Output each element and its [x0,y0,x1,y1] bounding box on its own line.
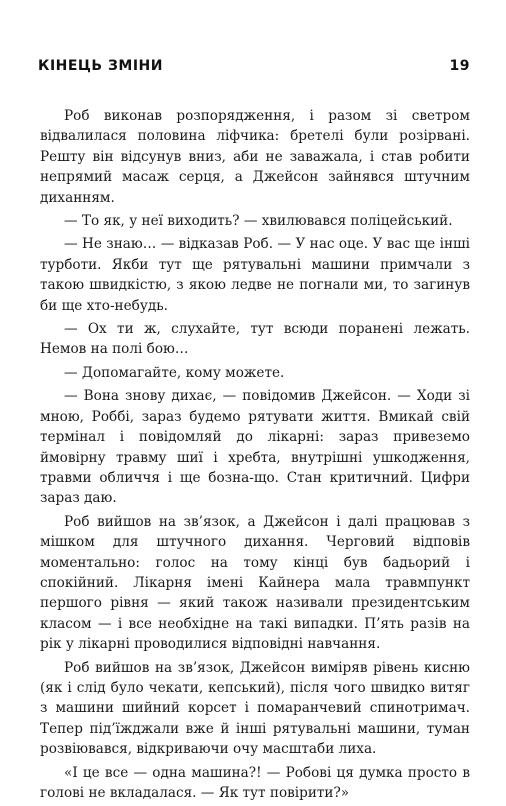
body-text [40,106,470,806]
page-number: 19 [449,58,470,74]
paragraph: Роб виконав розпорядження, і разом зі светром відвалилася половина ліфчика: бретелі були розірвані. Решту він відсунув вниз, аби не заважала, і став робити непрямий масаж серця, а Джейсон зайнявся штучним диханням. [40,108,470,206]
dialogue-line: — Ох ти ж, слухайте, тут всюди поранені лежать. Немов на полі бою… [40,321,470,358]
paragraph: «І це все — одна машина?! — Робові ця думка просто в голові не вкладалася. — Як тут повірити?» [40,764,470,801]
dialogue-line: — Не знаю… — відказав Роб. — У нас оце. У вас ще інші турботи. Якби тут ще рятувальні машини примчали з такою швидкістю, з якою ледве не погнали ми, то загинув би ще хто-небудь. [40,236,470,314]
running-header [38,58,470,74]
dialogue-line: — Допомагайте, кому можете. [64,364,285,381]
paragraph: Роб вийшов на зв’язок, а Джейсон і далі працював з мішком для штучного дихання. Черговий відповів моментально: голос на тому кінці був бадьорий і спокійний. Лікарня імені Кайнера мала травмпункт першого рівня — який також називали президентським класом — і все необхідне на такі випадки. П’ять разів на рік у лікарні проводилися відповідні навчання. [40,513,470,653]
running-title: КІНЕЦЬ ЗМІНИ [38,58,163,74]
dialogue-line: — Вона знову дихає, — повідомив Джейсон. — Ходи зі мною, Роббі, зараз будемо рятувати життя. Вмикай свій термінал і повідомляй до лікарні: зараз привеземо ймовірну травму шиї і хребта, внутрішні ушкодження, травми обличчя і ще бозна-що. Стан критичний. Цифри зараз даю. [40,388,470,507]
dialogue-line: — То як, у неї виходить? — хвилювався поліцейський. [64,213,453,230]
paragraph: Роб вийшов на зв’язок, Джейсон виміряв рівень кисню (як і слід було чекати, кепський), після чого швидко витяг з машини шийний корсет і помаранчевий спинотримач. Тепер під’їжджали вже й інші рятувальні машини, туман розвіювався, відкриваючи очу масштаби лиха. [40,659,470,758]
